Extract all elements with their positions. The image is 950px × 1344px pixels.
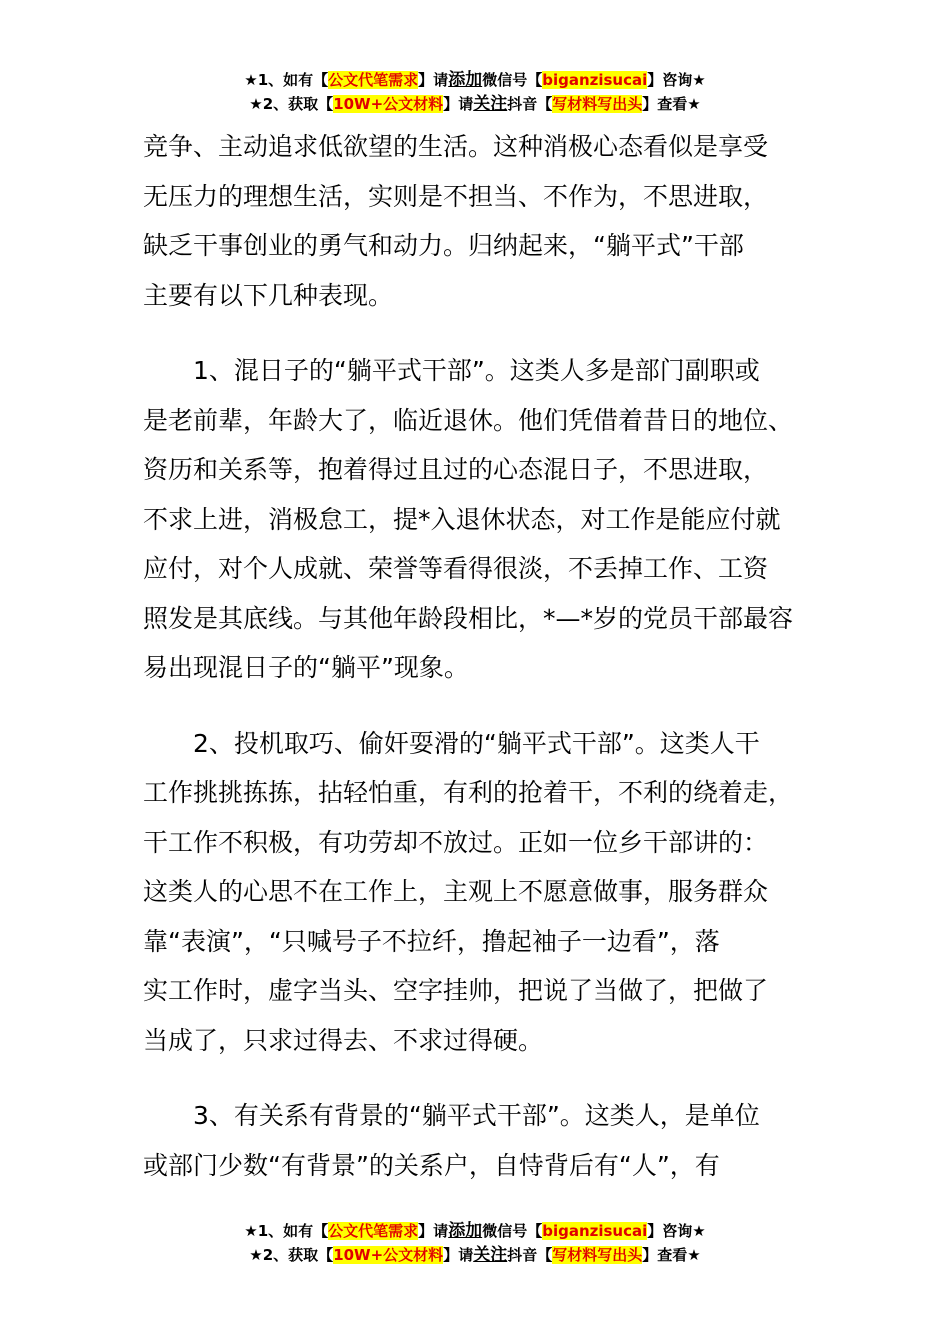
text-line: 缺乏干事创业的勇气和动力。归纳起来，“躺平式”干部 — [143, 231, 744, 260]
promo-highlight-douyin-account: 写材料写出头 — [552, 95, 643, 113]
promo-emphasis-follow: 关注 — [473, 94, 508, 114]
text-line: 干工作不积极，有功劳却不放过。正如一位乡干部讲的： — [143, 827, 769, 857]
promo-text: 微信号【 — [482, 1222, 543, 1240]
promo-highlight-materials: 10W+公文材料 — [333, 1246, 444, 1264]
promo-text: 】请 — [443, 95, 474, 113]
promo-highlight-wechat-id: biganzisucai — [542, 1222, 648, 1240]
promo-line-1 — [0, 1219, 950, 1243]
promo-emphasis-add: 添加 — [448, 70, 483, 90]
text-line: 主要有以下几种表现。 — [143, 280, 394, 310]
promo-highlight-douyin-account: 写材料写出头 — [552, 1246, 643, 1264]
text-line: 工作挑挑拣拣，拈轻怕重，有利的抢着干，不利的绕着走， — [143, 778, 794, 807]
promo-line-2 — [0, 92, 950, 116]
text-line: 不求上进，消极怠工，提*入退休状态，对工作是能应付就 — [143, 504, 781, 534]
text-line: 竞争、主动追求低欲望的生活。这种消极心态看似是享受 — [143, 132, 769, 161]
promo-text: 】请 — [418, 71, 449, 89]
promo-highlight-materials: 10W+公文材料 — [333, 95, 444, 113]
promo-line-2 — [0, 1243, 950, 1267]
text-line: 应付，对个人成就、荣誉等看得很淡，不丢掉工作、工资 — [143, 554, 769, 583]
text-line: 1、混日子的“躺平式干部”。这类人多是部门副职或 — [143, 356, 760, 385]
promo-highlight-service: 公文代笔需求 — [328, 71, 419, 89]
paragraph-item-1 — [143, 346, 807, 693]
promo-text: 】请 — [443, 1246, 474, 1264]
paragraph-item-2 — [143, 719, 807, 1066]
promo-emphasis-add: 添加 — [448, 1221, 483, 1241]
promo-text: 】查看★ — [642, 1246, 701, 1264]
promo-text: 】请 — [418, 1222, 449, 1240]
promo-text: 】查看★ — [642, 95, 701, 113]
promo-text: 抖音【 — [507, 1246, 553, 1264]
promo-text: 抖音【 — [507, 95, 553, 113]
document-body — [143, 122, 807, 1190]
promo-text: 】咨询★ — [647, 1222, 706, 1240]
text-line: 3、有关系有背景的“躺平式干部”。这类人，是单位 — [143, 1101, 760, 1130]
text-line: 当成了，只求过得去、不求过得硬。 — [143, 1025, 544, 1055]
promo-text: ★1、如有【 — [244, 71, 329, 89]
text-line: 是老前辈，年龄大了，临近退休。他们凭借着昔日的地位、 — [143, 405, 794, 435]
paragraph-intro — [143, 122, 807, 320]
text-line: 资历和关系等，抱着得过且过的心态混日子，不思进取， — [143, 455, 769, 484]
text-line: 无压力的理想生活，实则是不担当、不作为，不思进取， — [143, 181, 769, 211]
text-line: 实工作时，虚字当头、空字挂帅，把说了当做了，把做了 — [143, 976, 769, 1005]
promo-banner-bottom — [0, 1219, 950, 1267]
promo-highlight-service: 公文代笔需求 — [328, 1222, 419, 1240]
promo-text: ★1、如有【 — [244, 1222, 329, 1240]
text-line: 这类人的心思不在工作上，主观上不愿意做事，服务群众 — [143, 877, 769, 906]
promo-text: 】咨询★ — [647, 71, 706, 89]
text-line: 照发是其底线。与其他年龄段相比，*—*岁的党员干部最容 — [143, 603, 794, 633]
promo-emphasis-follow: 关注 — [473, 1245, 508, 1265]
paragraph-item-3 — [143, 1091, 807, 1190]
promo-text: ★2、获取【 — [249, 95, 334, 113]
text-line: 靠“表演”，“只喊号子不拉纤，撸起袖子一边看”，落 — [143, 926, 720, 956]
promo-highlight-wechat-id: biganzisucai — [542, 71, 648, 89]
text-line: 易出现混日子的“躺平”现象。 — [143, 653, 469, 682]
promo-banner-top — [0, 68, 950, 116]
promo-line-1 — [0, 68, 950, 92]
text-line: 2、投机取巧、偷奸耍滑的“躺平式干部”。这类人干 — [143, 728, 760, 758]
promo-text: ★2、获取【 — [249, 1246, 334, 1264]
text-line: 或部门少数“有背景”的关系户，自恃背后有“人”，有 — [143, 1150, 720, 1180]
promo-text: 微信号【 — [482, 71, 543, 89]
